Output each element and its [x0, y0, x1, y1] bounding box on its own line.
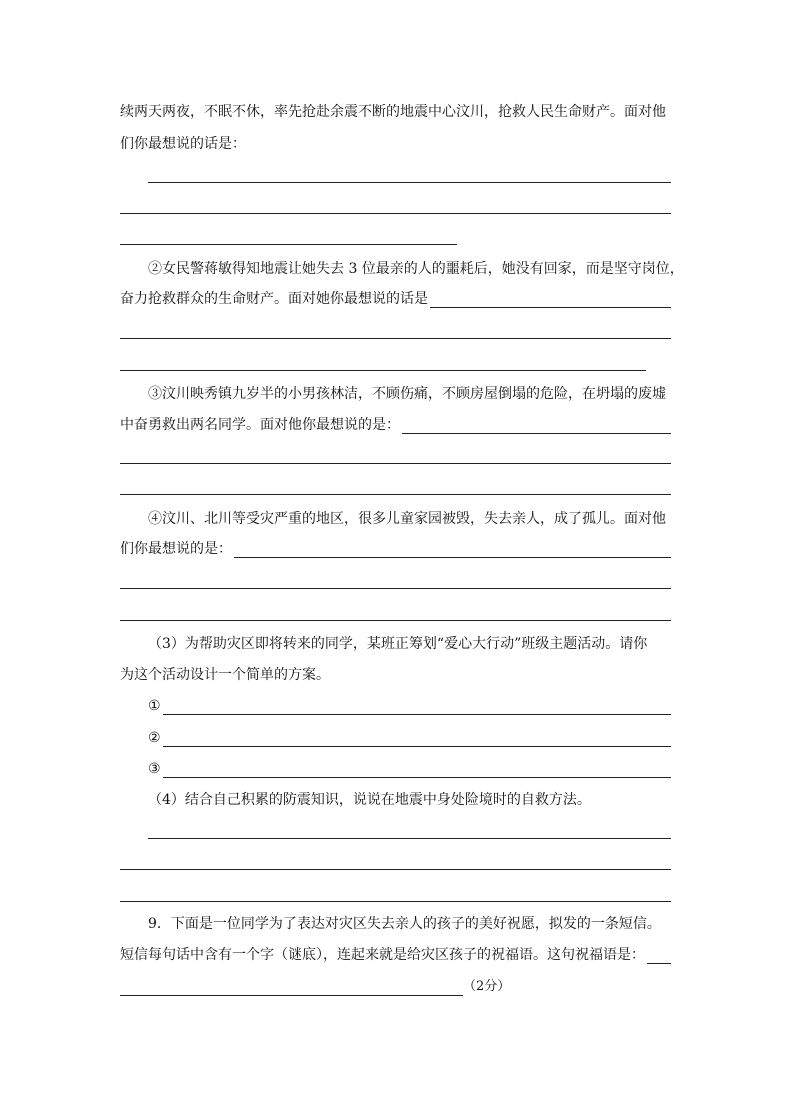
q9-line1: 9．下面是一位同学为了表达对灾区失去亲人的孩子的美好祝愿，拟发的一条短信。: [148, 916, 661, 932]
answer-line[interactable]: [120, 588, 671, 589]
q8-sub3-line1: （3）为帮助灾区即将转来的同学，某班正筹划“爱心大行动”班级主题活动。请你: [148, 636, 648, 652]
q8-item2-line2-row: [120, 290, 671, 308]
answer-line[interactable]: [120, 338, 671, 339]
answer-blank[interactable]: [120, 979, 463, 996]
q8-item3-line2: 中奋勇救出两名同学。面对他你最想说的是：: [120, 417, 400, 433]
q8-item1-line1: 续两天两夜，不眠不休，率先抢赴余震不断的地震中心汶川，抢救人民生命财产。面对他: [120, 104, 666, 120]
q8-item4-line2: 们你最想说的是：: [120, 541, 232, 557]
answer-blank[interactable]: [402, 417, 671, 434]
answer-line[interactable]: [120, 869, 671, 870]
q8-item4-line1: ④汶川、北川等受灾严重的地区，很多儿童家园被毁，失去亲人，成了孤儿。面对他: [148, 511, 666, 527]
q8-item4-line2-row: [120, 540, 671, 558]
answer-line[interactable]: [148, 838, 671, 839]
answer-line[interactable]: [148, 182, 671, 183]
q9-line2-row: [120, 946, 671, 964]
answer-line[interactable]: [120, 494, 671, 495]
plan-marker: ①: [148, 698, 161, 714]
q8-item2-line2: 奋力抢救群众的生命财产。面对她你最想说的话是: [120, 291, 428, 307]
plan-row-2: [148, 729, 671, 747]
q8-sub3-line2: 为这个活动设计一个简单的方案。: [120, 667, 330, 683]
answer-line[interactable]: [120, 463, 671, 464]
answer-line[interactable]: [120, 244, 457, 245]
answer-blank[interactable]: [647, 947, 671, 964]
answer-line[interactable]: [120, 213, 671, 214]
q9-points: （2分）: [463, 979, 511, 994]
q8-item2-line1: ②女民警蒋敏得知地震让她失去 3 位最亲的人的噩耗后，她没有回家，而是坚守岗位，: [148, 261, 684, 277]
answer-blank[interactable]: [163, 730, 671, 747]
answer-blank[interactable]: [163, 761, 671, 778]
answer-blank[interactable]: [430, 291, 671, 308]
answer-line[interactable]: [120, 620, 671, 621]
plan-row-3: [148, 760, 671, 778]
answer-blank[interactable]: [234, 541, 671, 558]
q9-line2: 短信每句话中含有一个字（谜底），连起来就是给灾区孩子的祝福语。这句祝福语是：: [120, 947, 645, 963]
answer-line[interactable]: [120, 901, 671, 902]
q8-item3-line1: ③汶川映秀镇九岁半的小男孩林洁，不顾伤痛，不顾房屋倒塌的危险，在坍塌的废墟: [148, 386, 666, 402]
plan-row-1: [148, 697, 671, 715]
plan-marker: ②: [148, 730, 161, 746]
plan-marker: ③: [148, 761, 161, 777]
q8-item1-line2: 们你最想说的话是：: [120, 136, 246, 152]
q8-item3-line2-row: [120, 416, 671, 434]
q9-line3-row: [120, 978, 510, 996]
q8-sub4: （4）结合自己积累的防震知识，说说在地震中身处险境时的自救方法。: [148, 792, 591, 808]
answer-line[interactable]: [120, 370, 646, 371]
answer-blank[interactable]: [163, 698, 671, 715]
